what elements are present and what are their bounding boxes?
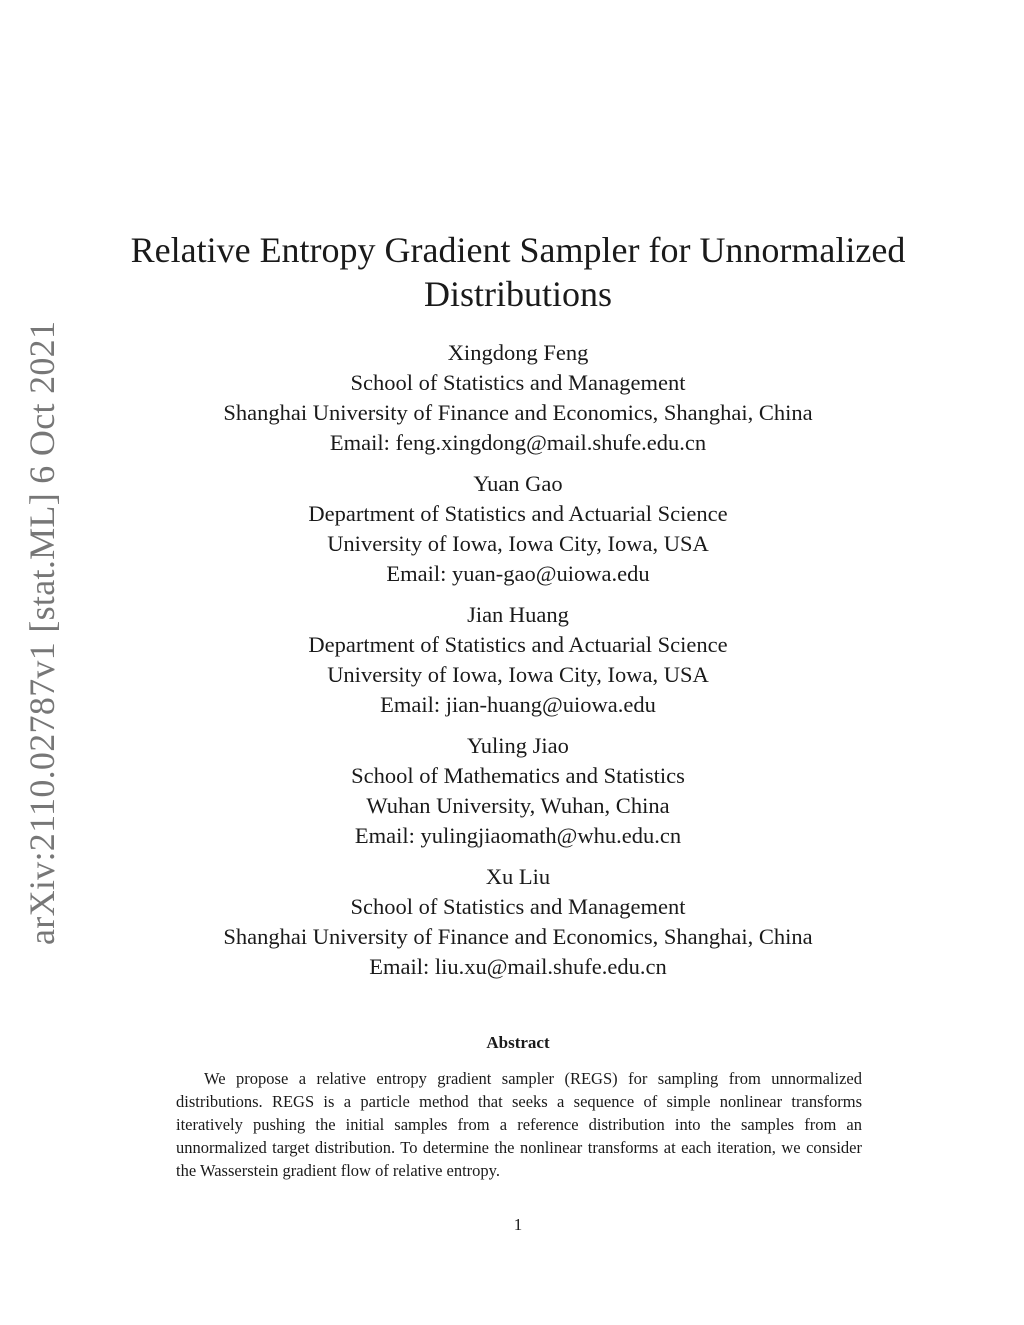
author-department: School of Statistics and Management <box>350 370 686 395</box>
author-list <box>120 338 916 993</box>
author-name: Jian Huang <box>467 602 569 627</box>
author-name: Xu Liu <box>485 864 551 889</box>
author-email: Email: yulingjiaomath@whu.edu.cn <box>354 823 682 848</box>
author-institution: Shanghai University of Finance and Economics, Shanghai, China <box>223 400 813 425</box>
author-block <box>120 731 916 851</box>
author-institution: Shanghai University of Finance and Economics, Shanghai, China <box>223 924 813 949</box>
arxiv-identifier: arXiv:2110.02787v1 [stat.ML] 6 Oct 2021 <box>22 320 62 945</box>
author-name: Xingdong Feng <box>447 340 589 365</box>
page-number: 1 <box>513 1215 523 1234</box>
author-block <box>120 469 916 589</box>
abstract-text: We propose a relative entropy gradient sampler (REGS) for sampling from unnormalized distributions. REGS is a particle method that seeks a sequence of simple nonlinear transforms iteratively pushing the initial samples from a reference distribution into the samples from an unnormalized target distribution. To determine the nonlinear transforms at each iteration, we consider the Wasserstein gradient flow of relative entropy. <box>176 1069 862 1180</box>
author-name: Yuling Jiao <box>467 733 569 758</box>
author-department: Department of Statistics and Actuarial Science <box>308 632 728 657</box>
author-block <box>120 338 916 458</box>
abstract-heading: Abstract <box>486 1033 550 1052</box>
paper-title: Relative Entropy Gradient Sampler for Unnormalized Distributions <box>130 230 906 314</box>
author-department: Department of Statistics and Actuarial Science <box>308 501 728 526</box>
author-department: School of Statistics and Management <box>350 894 686 919</box>
author-department: School of Mathematics and Statistics <box>351 763 685 788</box>
author-institution: University of Iowa, Iowa City, Iowa, USA <box>327 531 709 556</box>
author-institution: Wuhan University, Wuhan, China <box>366 793 670 818</box>
author-block <box>120 600 916 720</box>
author-email: Email: feng.xingdong@mail.shufe.edu.cn <box>329 430 707 455</box>
author-email: Email: jian-huang@uiowa.edu <box>380 692 656 717</box>
author-email: Email: liu.xu@mail.shufe.edu.cn <box>369 954 667 979</box>
author-name: Yuan Gao <box>473 471 563 496</box>
author-block <box>120 862 916 982</box>
author-email: Email: yuan-gao@uiowa.edu <box>386 561 650 586</box>
author-institution: University of Iowa, Iowa City, Iowa, USA <box>327 662 709 687</box>
